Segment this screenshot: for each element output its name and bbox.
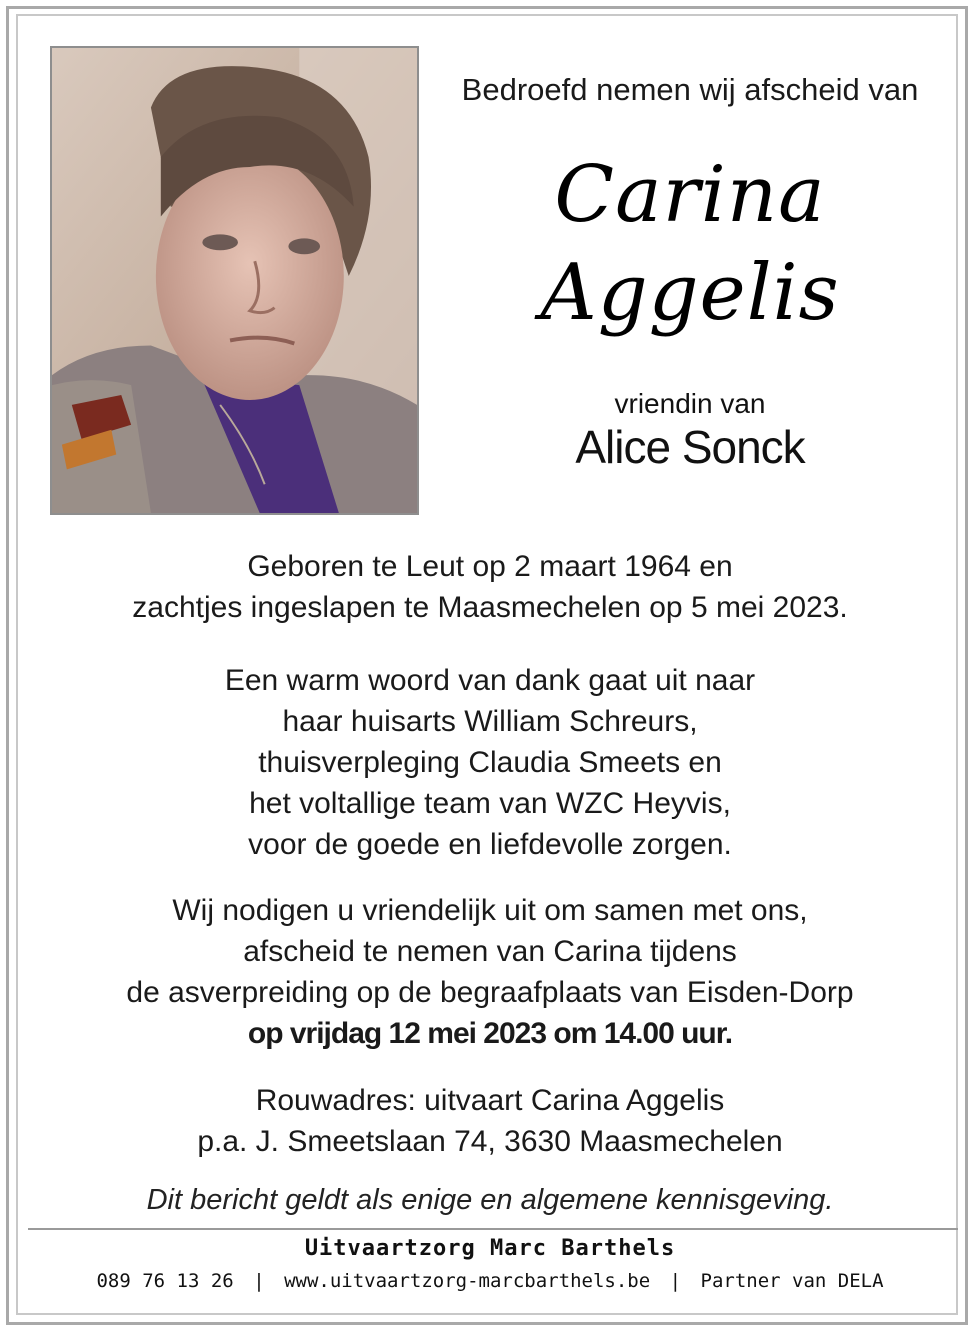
- portrait-photo: [50, 46, 419, 515]
- thanks-line: haar huisarts William Schreurs,: [282, 705, 698, 738]
- website-link[interactable]: www.uitvaartzorg-marcbarthels.be: [284, 1270, 651, 1292]
- thanks-line: Een warm woord van dank gaat uit naar: [224, 664, 756, 697]
- thanks-paragraph: [60, 660, 920, 865]
- intro-line: Bedroefd nemen wij afscheid van: [461, 72, 919, 107]
- birth-death-details: [60, 546, 920, 628]
- invite-line: afscheid te nemen van Carina tijdens: [243, 935, 737, 968]
- address-line: p.a. J. Smeetslaan 74, 3630 Maasmechelen: [197, 1125, 783, 1158]
- partner-label: Partner van DELA: [700, 1270, 884, 1292]
- footer-contact: [60, 1270, 920, 1292]
- notice-text: Dit bericht geldt als enige en algemene kennisgeving.: [146, 1184, 834, 1216]
- invite-line: Wij nodigen u vriendelijk uit om samen met ons,: [172, 894, 808, 927]
- birth-line: Geboren te Leut op 2 maart 1964 en: [247, 550, 733, 583]
- invitation-paragraph: [60, 890, 920, 1054]
- thanks-line: het voltallige team van WZC Heyvis,: [249, 787, 731, 820]
- separator: |: [253, 1270, 265, 1292]
- invite-line: de asverpreiding op de begraafplaats van Eisden-Dorp: [126, 976, 854, 1009]
- footer-divider: [28, 1228, 958, 1230]
- separator: |: [669, 1270, 682, 1292]
- portrait-image: [52, 48, 417, 513]
- relation-name: Alice Sonck: [575, 421, 805, 473]
- funeral-firm-name: Uitvaartzorg Marc Barthels: [304, 1236, 676, 1261]
- thanks-line: voor de goede en liefdevolle zorgen.: [248, 828, 732, 861]
- deceased-last-name: Aggelis: [540, 248, 840, 338]
- ceremony-datetime: op vrijdag 12 mei 2023 om 14.00 uur.: [247, 1017, 733, 1050]
- deceased-first-name: Carina: [554, 150, 826, 240]
- mourning-address: [60, 1080, 920, 1162]
- death-line: zachtjes ingeslapen te Maasmechelen op 5 mei 2023.: [132, 591, 848, 624]
- phone-number: 089 76 13 26: [96, 1270, 234, 1292]
- address-line: Rouwadres: uitvaart Carina Aggelis: [255, 1084, 725, 1117]
- thanks-line: thuisverpleging Claudia Smeets en: [258, 746, 722, 779]
- relation-label: vriendin van: [614, 388, 766, 419]
